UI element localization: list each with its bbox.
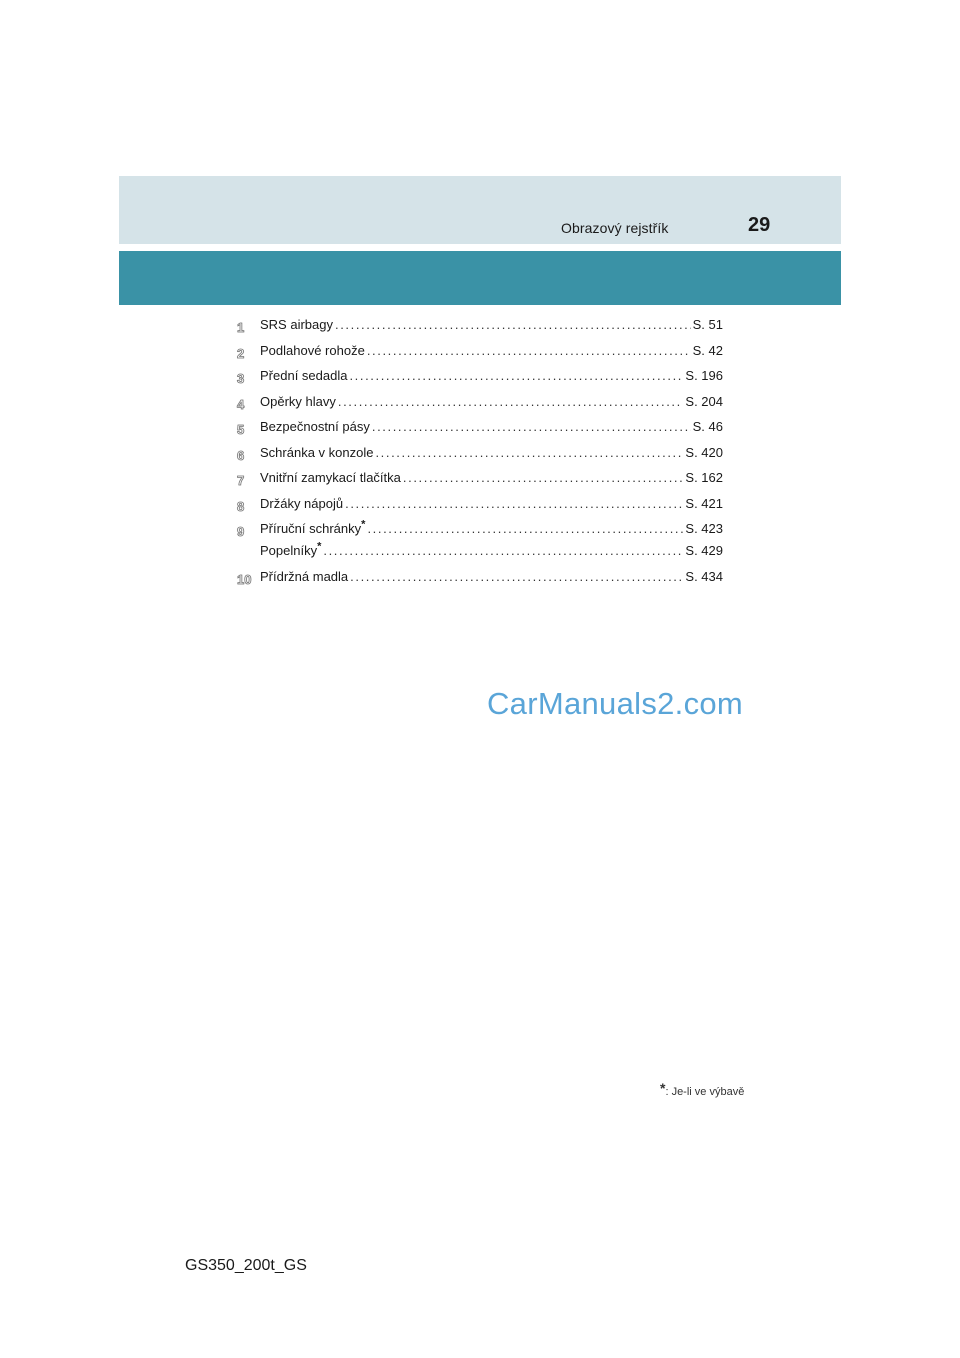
entry-number: 9 <box>237 524 245 539</box>
entry-label[interactable]: Bezpečnostní pásy <box>260 419 370 434</box>
optional-asterisk: * <box>361 518 366 531</box>
index-entry <box>237 343 723 369</box>
index-list <box>237 317 723 595</box>
entry-number: 1 <box>237 320 245 335</box>
dot-leader <box>372 419 691 434</box>
dot-leader <box>375 445 683 460</box>
index-entry <box>237 569 723 595</box>
dot-leader <box>367 343 691 358</box>
entry-label[interactable]: Podlahové rohože <box>260 342 365 358</box>
page-reference[interactable]: S. 429 <box>685 543 723 558</box>
page-reference[interactable]: S. 420 <box>685 444 723 460</box>
index-entry <box>237 470 723 496</box>
page-reference[interactable]: S. 51 <box>692 317 723 332</box>
footnote-text: : Je-li ve výbavě <box>665 1086 745 1098</box>
entry-label[interactable]: Přední sedadla <box>260 368 348 383</box>
entry-label[interactable]: Schránka v konzole <box>260 444 374 460</box>
entry-label[interactable]: Držáky nápojů <box>260 495 344 511</box>
entry-label[interactable]: SRS airbagy <box>260 317 333 332</box>
index-entry <box>237 445 723 471</box>
section-title: Obrazový rejstřík <box>561 220 669 236</box>
watermark: CarManuals2.com <box>487 686 744 721</box>
page-reference[interactable]: S. 423 <box>685 521 723 536</box>
index-entry <box>237 317 723 343</box>
entry-number: 7 <box>237 473 245 488</box>
entry-number: 3 <box>237 371 245 386</box>
page-reference[interactable]: S. 204 <box>685 393 723 409</box>
page-reference[interactable]: S. 434 <box>685 569 723 584</box>
page-reference[interactable]: S. 196 <box>685 368 723 383</box>
dot-leader <box>349 368 683 383</box>
entry-number: 4 <box>237 396 245 412</box>
dot-leader <box>367 521 683 536</box>
dot-leader <box>323 543 683 558</box>
header-band <box>119 251 841 305</box>
document-id: GS350_200t_GS <box>185 1257 307 1274</box>
entry-number: 10 <box>237 572 252 587</box>
index-entry <box>237 419 723 445</box>
entry-label[interactable]: Opěrky hlavy <box>260 393 336 409</box>
dot-leader <box>350 569 683 584</box>
page-reference[interactable]: S. 421 <box>685 495 723 511</box>
dot-leader <box>335 317 691 332</box>
entry-label[interactable]: Přídržná madla <box>260 569 349 584</box>
entry-number: 8 <box>237 498 245 514</box>
footnote <box>660 1080 744 1098</box>
optional-asterisk: * <box>317 540 322 553</box>
entry-number: 6 <box>237 447 245 463</box>
entry-label[interactable]: Příruční schránky* <box>260 518 366 536</box>
page-reference[interactable]: S. 42 <box>692 342 723 358</box>
footnote-asterisk: * <box>660 1080 666 1096</box>
dot-leader <box>338 394 684 409</box>
index-entry <box>237 518 723 569</box>
index-entry <box>237 496 723 522</box>
dot-leader <box>403 470 684 485</box>
entry-label-secondary[interactable]: Popelníky* <box>260 540 322 558</box>
entry-label[interactable]: Vnitřní zamykací tlačítka <box>260 470 401 485</box>
index-entry <box>237 394 723 420</box>
page-reference[interactable]: S. 162 <box>685 470 723 485</box>
entry-number: 2 <box>237 345 245 361</box>
entry-number: 5 <box>237 422 245 437</box>
header-top-bar <box>119 176 841 244</box>
dot-leader <box>345 496 683 511</box>
index-entry <box>237 368 723 394</box>
page-number: 29 <box>748 214 771 236</box>
page-reference[interactable]: S. 46 <box>692 419 723 434</box>
